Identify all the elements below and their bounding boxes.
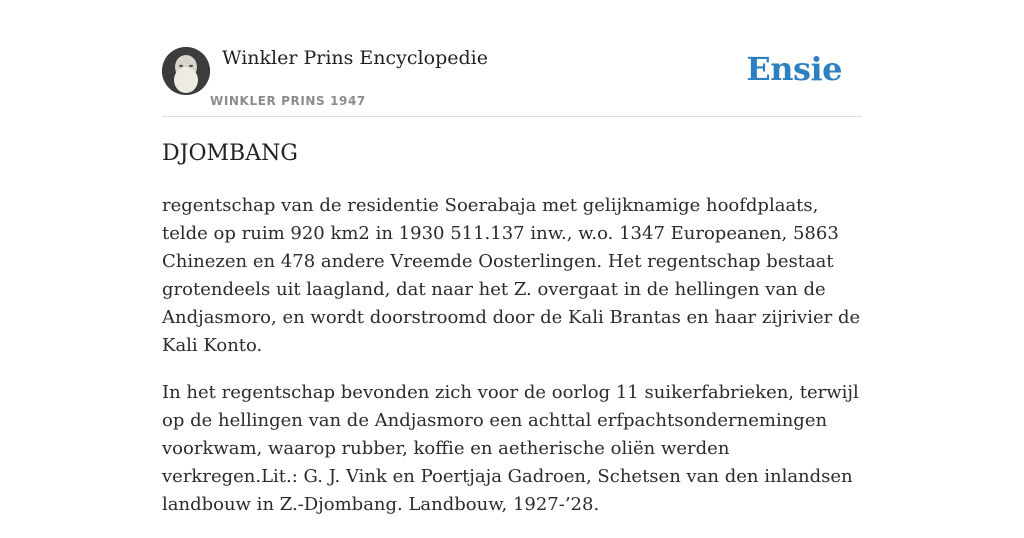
header [162, 40, 862, 117]
article-paragraph: regentschap van de residentie Soerabaja met gelijknamige hoofdplaats, telde op ruim 920 km2 in 1930 511.137 inw., w.o. 1347 Europeanen, 5863 Chinezen en 478 andere Vreemde Oosterlingen. Het regentschap bestaat grotendeels uit laagland, dat naar het Z. overgaat in de hellingen van de Andjasmoro, en wordt doorstroomd door de Kali Brantas en haar zijrivier de Kali Konto. [162, 195, 861, 356]
author-avatar[interactable] [162, 47, 210, 95]
article-body [162, 192, 868, 538]
collection-label[interactable]: WINKLER PRINS 1947 [210, 94, 366, 108]
article-title: DJOMBANG [162, 141, 298, 166]
bearded-man-portrait-icon [162, 47, 210, 95]
ensie-logo-link[interactable]: Ensie [746, 50, 842, 88]
article-paragraph: In het regentschap bevonden zich voor de oorlog 11 suikerfabrieken, terwijl op de hellingen van de Andjasmoro een achttal erfpachtsondernemingen voorkwam, waarop rubber, koffie en aetherische oliën werden verkregen.Lit.: G. J. Vink en Poertjaja Gadroen, Schetsen van den inlandsen landbouw in Z.-Djombang. Landbouw, 1927-’28. [162, 382, 859, 515]
site-name[interactable]: Winkler Prins Encyclopedie [222, 47, 488, 69]
